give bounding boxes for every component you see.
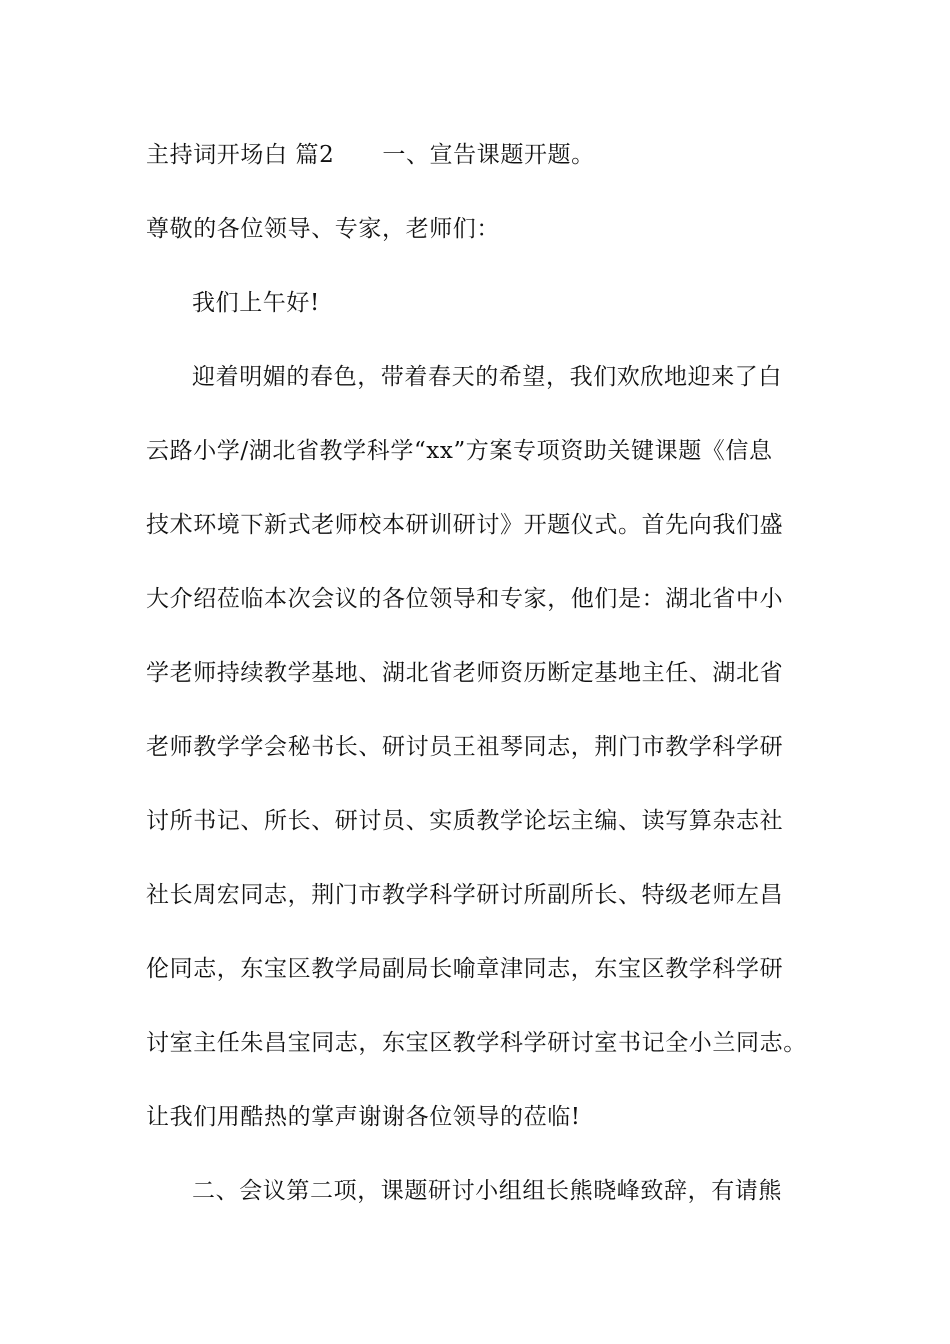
section-two-line: 二、会议第二项，课题研讨小组组长熊晓峰致辞，有请熊 (192, 1178, 782, 1204)
paragraph-line: 伦同志，东宝区教学局副局长喻章津同志，东宝区教学科学研 (146, 956, 784, 982)
paragraph-line: 讨所书记、所长、研讨员、实质教学论坛主编、读写算杂志社 (146, 808, 784, 834)
paragraph-line: 技术环境下新式老师校本研训研讨》开题仪式。首先向我们盛 (146, 512, 784, 538)
paragraph-line: 让我们用酷热的掌声谢谢各位领导的莅临! (146, 1104, 581, 1130)
paragraph-line: 云路小学/湖北省教学科学“xx”方案专项资助关键课题《信息 (146, 438, 773, 464)
section-heading: 一、宣告课题开题。 (382, 142, 595, 168)
paragraph-line: 学老师持续教学基地、湖北省老师资历断定基地主任、湖北省 (146, 660, 784, 686)
paragraph-line: 老师教学学会秘书长、研讨员王祖琴同志，荆门市教学科学研 (146, 734, 784, 760)
salutation-line: 尊敬的各位领导、专家，老师们： (146, 216, 500, 242)
greeting-line: 我们上午好! (192, 290, 320, 316)
document-title: 主持词开场白 篇2 (146, 142, 335, 168)
paragraph-line: 大介绍莅临本次会议的各位领导和专家，他们是：湖北省中小 (146, 586, 784, 612)
paragraph-line: 迎着明媚的春色，带着春天的希望，我们欢欣地迎来了白 (192, 364, 782, 390)
heading-line (146, 140, 595, 170)
paragraph-line: 社长周宏同志，荆门市教学科学研讨所副所长、特级老师左昌 (146, 882, 784, 908)
paragraph-line: 讨室主任朱昌宝同志，东宝区教学科学研讨室书记全小兰同志。 (146, 1030, 807, 1056)
